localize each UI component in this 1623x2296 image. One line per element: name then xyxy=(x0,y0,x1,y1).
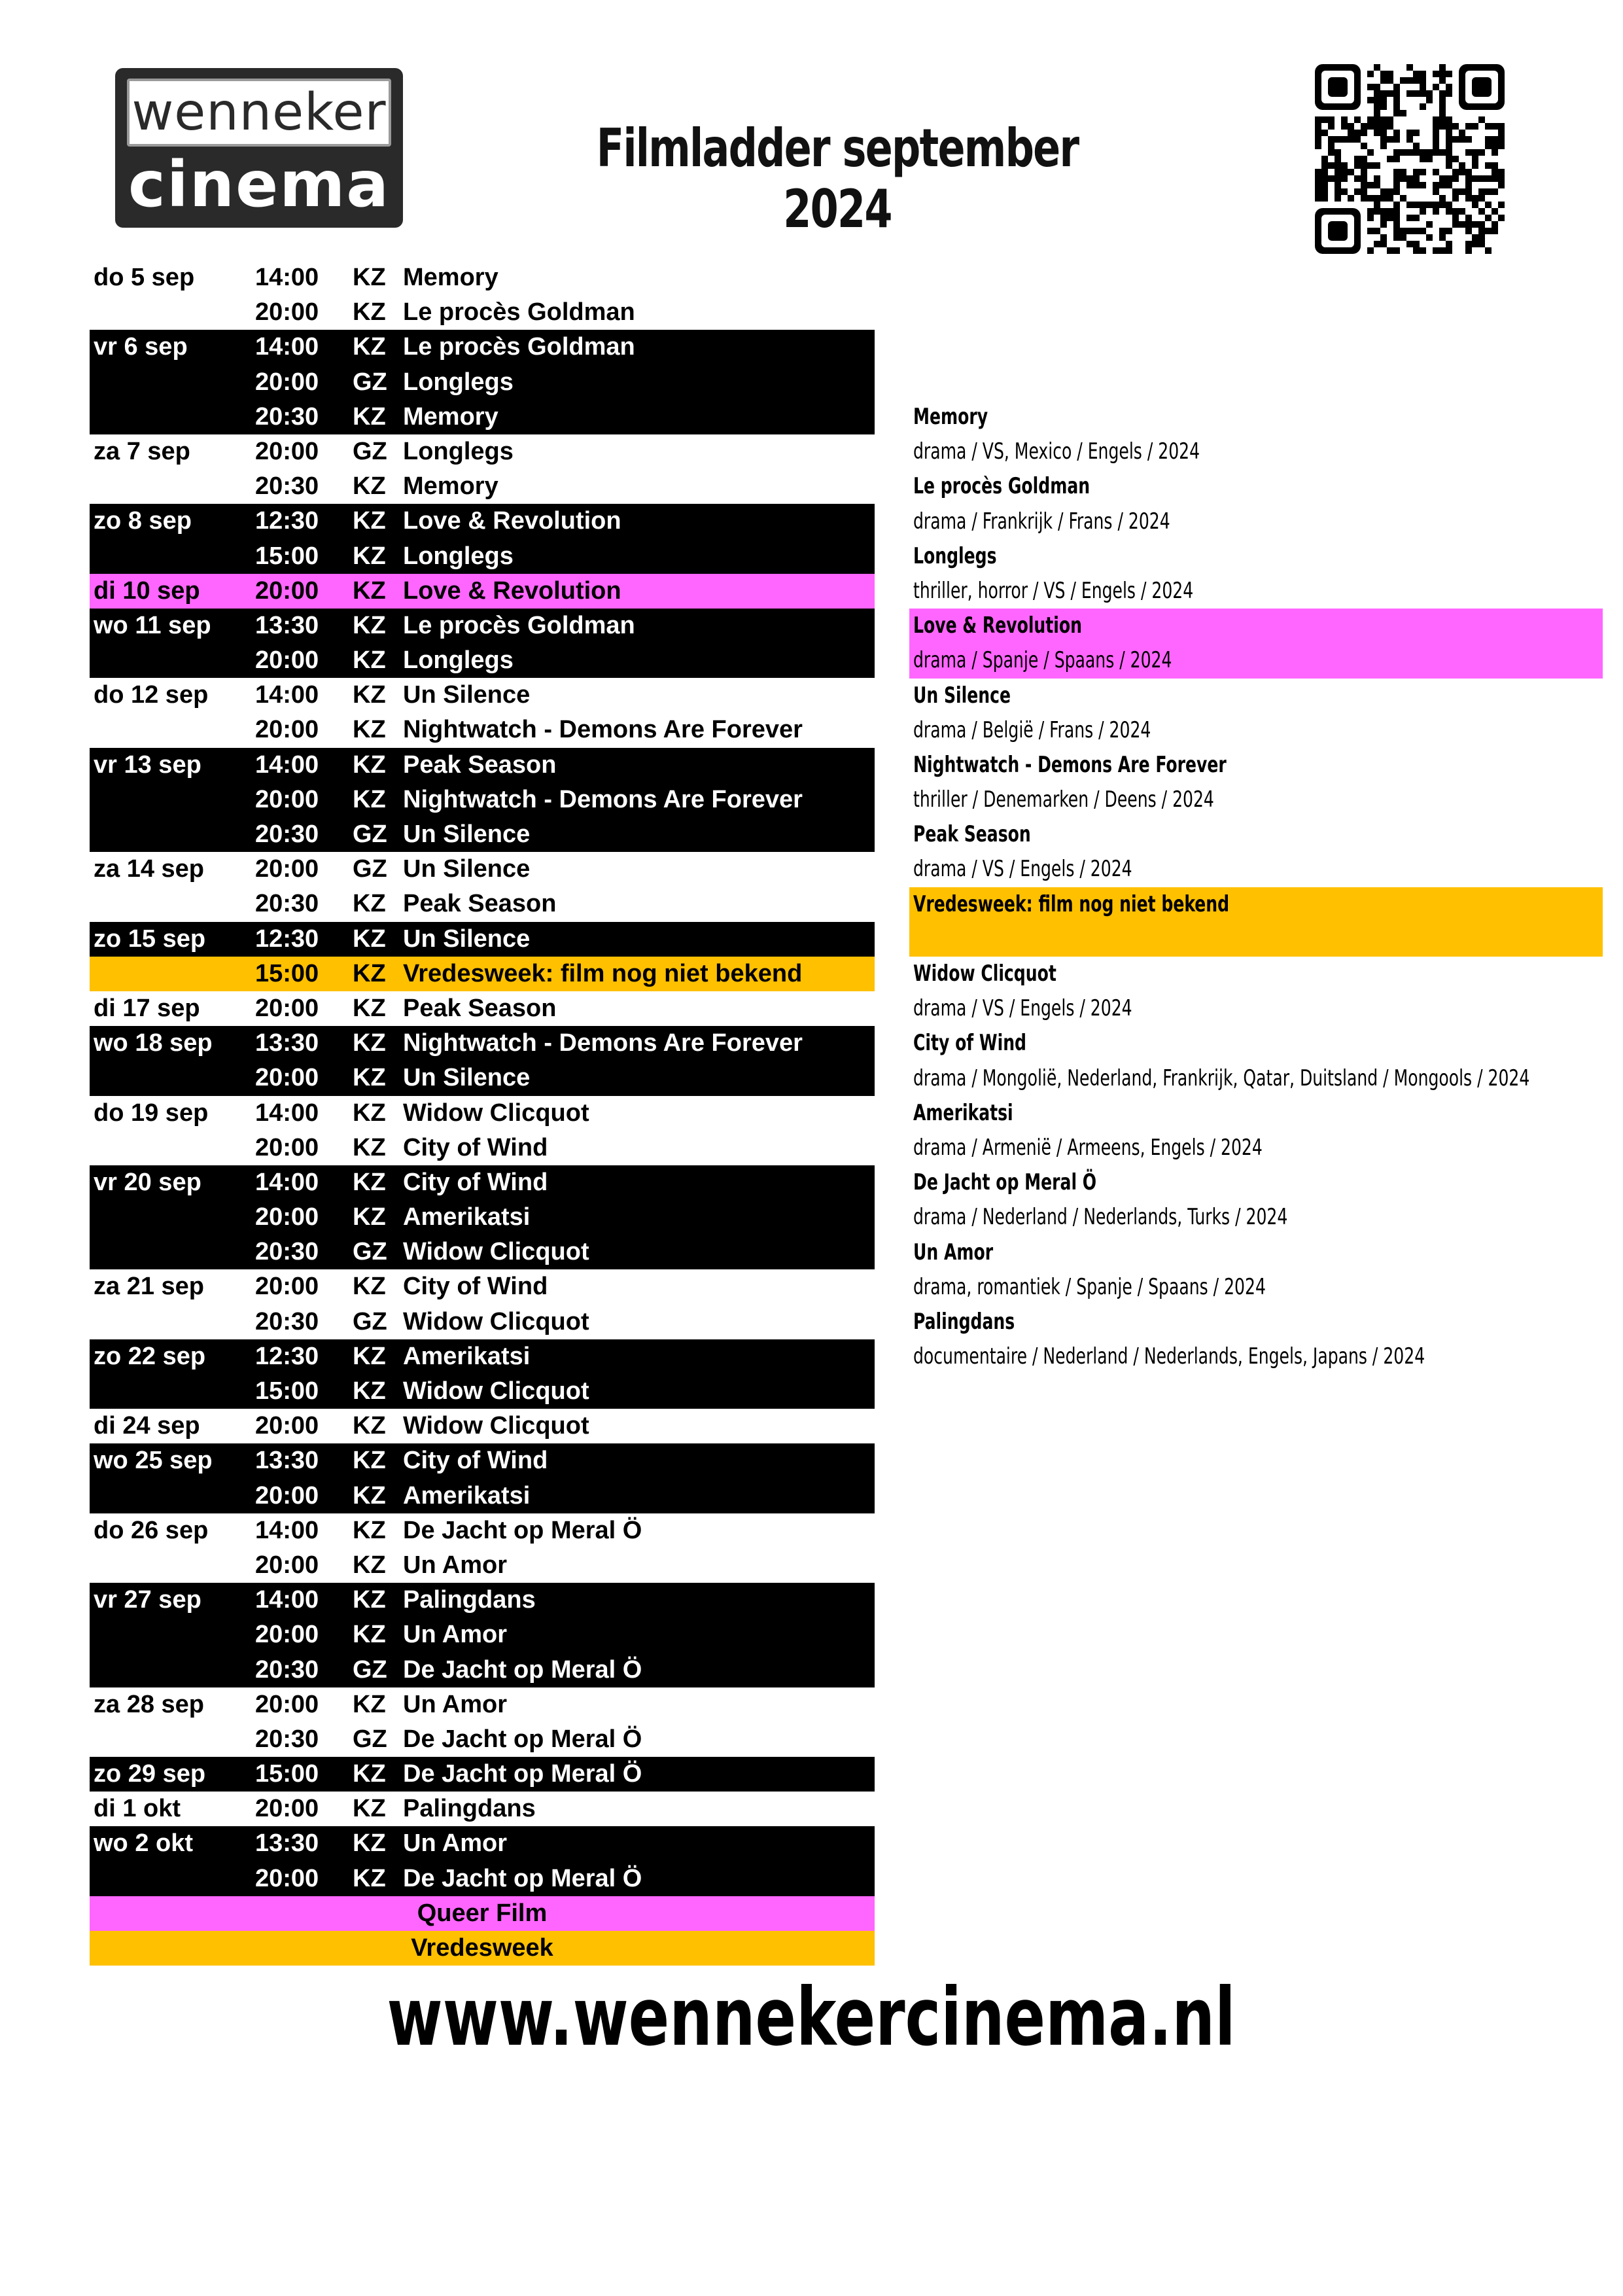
schedule-row xyxy=(90,1165,875,1200)
schedule-time: 12:30 xyxy=(255,507,319,535)
schedule-day: di 24 sep xyxy=(94,1412,200,1440)
schedule-room: KZ xyxy=(353,1795,386,1823)
schedule-room: KZ xyxy=(353,1377,386,1405)
schedule-day: za 7 sep xyxy=(94,437,190,465)
schedule-time: 12:30 xyxy=(255,1342,319,1370)
schedule-time: 20:00 xyxy=(255,1273,319,1301)
schedule-time: 15:00 xyxy=(255,1377,319,1405)
schedule-day: di 1 okt xyxy=(94,1795,181,1823)
film-name-text: Love & Revolution xyxy=(913,612,1082,639)
schedule-film: De Jacht op Meral Ö xyxy=(403,1864,642,1892)
film-details xyxy=(909,852,1603,887)
schedule-row xyxy=(90,1722,875,1757)
schedule-time: 13:30 xyxy=(255,1829,319,1858)
schedule-room: KZ xyxy=(353,1551,386,1579)
schedule-time: 13:30 xyxy=(255,1029,319,1057)
schedule-time: 20:30 xyxy=(255,890,319,918)
schedule-film: City of Wind xyxy=(403,1273,548,1301)
schedule-film: Un Amor xyxy=(403,1690,508,1718)
schedule-time: 15:00 xyxy=(255,959,319,987)
schedule-time: 20:30 xyxy=(255,402,319,431)
film-name-text: Memory xyxy=(913,404,988,430)
film-details-text: drama, romantiek / Spanje / Spaans / 2024 xyxy=(913,1273,1266,1300)
schedule-time: 14:00 xyxy=(255,1168,319,1196)
schedule-film: Un Silence xyxy=(403,855,531,883)
schedule-film: Peak Season xyxy=(403,994,557,1022)
schedule-row xyxy=(90,1026,875,1061)
schedule-room: KZ xyxy=(353,542,386,570)
schedule-time: 12:30 xyxy=(255,925,319,953)
schedule-room: KZ xyxy=(353,507,386,535)
schedule-film: Palingdans xyxy=(403,1795,536,1823)
schedule-day: do 19 sep xyxy=(94,1099,209,1127)
schedule-row xyxy=(90,1443,875,1478)
schedule-room: KZ xyxy=(353,716,386,744)
schedule-room: KZ xyxy=(353,751,386,779)
schedule-row xyxy=(90,365,875,400)
schedule-day: vr 13 sep xyxy=(94,751,201,779)
schedule-time: 20:00 xyxy=(255,994,319,1022)
schedule-film: Un Silence xyxy=(403,821,531,848)
film-details-text: drama / Armenië / Armeens, Engels / 2024 xyxy=(913,1134,1263,1161)
film-name-text: Un Amor xyxy=(913,1239,994,1265)
schedule-row xyxy=(90,1862,875,1896)
schedule-film: Un Silence xyxy=(403,681,531,709)
schedule-time: 20:00 xyxy=(255,1690,319,1718)
schedule-room: KZ xyxy=(353,298,386,327)
schedule-time: 20:00 xyxy=(255,437,319,465)
schedule-row xyxy=(90,504,875,539)
schedule-time: 20:00 xyxy=(255,855,319,883)
schedule-time: 20:00 xyxy=(255,646,319,675)
schedule-room: KZ xyxy=(353,472,386,501)
schedule-time: 20:00 xyxy=(255,1551,319,1579)
schedule-film: Le procès Goldman xyxy=(403,611,635,639)
schedule-row xyxy=(90,1548,875,1583)
film-name xyxy=(909,469,1603,504)
schedule-row xyxy=(90,1235,875,1269)
schedule-row xyxy=(90,609,875,643)
schedule-row xyxy=(90,991,875,1026)
schedule-time: 20:30 xyxy=(255,821,319,848)
schedule-room: KZ xyxy=(353,1342,386,1370)
schedule-room: KZ xyxy=(353,1099,386,1127)
schedule-room: KZ xyxy=(353,1168,386,1196)
film-details xyxy=(909,713,1603,748)
schedule-film: Peak Season xyxy=(403,751,557,779)
schedule-time: 20:30 xyxy=(255,1725,319,1753)
schedule-film: Le procès Goldman xyxy=(403,298,635,327)
schedule-row xyxy=(90,643,875,678)
schedule-time: 20:00 xyxy=(255,1795,319,1823)
schedule-table xyxy=(90,260,875,1966)
schedule-film: Longlegs xyxy=(403,368,514,396)
schedule-row xyxy=(90,1131,875,1165)
film-name xyxy=(909,1165,1603,1200)
film-name xyxy=(909,679,1603,713)
schedule-film: Love & Revolution xyxy=(403,507,621,535)
schedule-film: Memory xyxy=(403,264,498,291)
schedule-time: 20:00 xyxy=(255,1412,319,1440)
schedule-day: wo 25 sep xyxy=(94,1447,213,1475)
schedule-row xyxy=(90,957,875,991)
schedule-room: KZ xyxy=(353,1064,386,1092)
qr-code-icon[interactable] xyxy=(1315,64,1505,254)
film-name-text: Amerikatsi xyxy=(913,1099,1013,1126)
schedule-room: GZ xyxy=(353,1238,387,1266)
schedule-room: KZ xyxy=(353,1690,386,1718)
schedule-film: Un Amor xyxy=(403,1621,508,1649)
film-details xyxy=(909,783,1603,817)
logo-wordmark-bottom: cinema xyxy=(128,148,391,221)
schedule-room: KZ xyxy=(353,785,386,813)
schedule-room: KZ xyxy=(353,1412,386,1440)
schedule-day: di 17 sep xyxy=(94,994,200,1022)
film-name xyxy=(909,609,1603,643)
schedule-room: KZ xyxy=(353,1273,386,1301)
schedule-room: KZ xyxy=(353,402,386,431)
schedule-time: 14:00 xyxy=(255,1586,319,1614)
schedule-room: KZ xyxy=(353,681,386,709)
schedule-room: GZ xyxy=(353,1655,387,1684)
schedule-day: zo 22 sep xyxy=(94,1342,206,1370)
schedule-film: Le procès Goldman xyxy=(403,333,635,361)
schedule-room: KZ xyxy=(353,1516,386,1544)
schedule-row xyxy=(90,1374,875,1409)
film-details xyxy=(909,922,1603,957)
film-details-text: drama / VS / Engels / 2024 xyxy=(913,856,1132,883)
schedule-room: GZ xyxy=(353,368,387,396)
schedule-time: 14:00 xyxy=(255,1099,319,1127)
schedule-day: za 21 sep xyxy=(94,1273,204,1301)
schedule-room: KZ xyxy=(353,1133,386,1161)
schedule-room: KZ xyxy=(353,333,386,361)
film-name-text: City of Wind xyxy=(913,1030,1027,1057)
schedule-time: 20:00 xyxy=(255,716,319,744)
schedule-row xyxy=(90,713,875,747)
schedule-film: Longlegs xyxy=(403,646,514,675)
film-name-text: Nightwatch - Demons Are Forever xyxy=(913,751,1227,778)
logo-wordmark-top: wenneker xyxy=(127,79,391,147)
film-details-text: drama / Mongolië, Nederland, Frankrijk, Qatar, Duitsland / Mongools / 2024 xyxy=(913,1065,1530,1091)
schedule-film: City of Wind xyxy=(403,1168,548,1196)
schedule-room: KZ xyxy=(353,646,386,675)
legend-queer-film: Queer Film xyxy=(90,1896,875,1931)
schedule-row xyxy=(90,1269,875,1304)
schedule-room: KZ xyxy=(353,994,386,1022)
schedule-time: 20:30 xyxy=(255,1307,319,1335)
schedule-row xyxy=(90,1792,875,1826)
schedule-film: Memory xyxy=(403,402,498,431)
film-details xyxy=(909,1270,1603,1305)
schedule-row xyxy=(90,330,875,364)
schedule-film: Un Silence xyxy=(403,925,531,953)
schedule-row xyxy=(90,1061,875,1095)
film-details-text: thriller, horror / VS / Engels / 2024 xyxy=(913,577,1194,604)
schedule-film: Memory xyxy=(403,472,498,501)
schedule-time: 20:00 xyxy=(255,1864,319,1892)
schedule-film: Amerikatsi xyxy=(403,1481,531,1510)
schedule-row xyxy=(90,1409,875,1443)
schedule-time: 14:00 xyxy=(255,751,319,779)
schedule-room: KZ xyxy=(353,264,386,291)
film-details-text: drama / Nederland / Nederlands, Turks / 2024 xyxy=(913,1204,1288,1231)
film-details-text: drama / VS, Mexico / Engels / 2024 xyxy=(913,438,1200,465)
schedule-time: 20:00 xyxy=(255,1203,319,1231)
film-details-text: drama / Spanje / Spaans / 2024 xyxy=(913,647,1172,674)
schedule-row xyxy=(90,1200,875,1235)
film-name xyxy=(909,1305,1603,1339)
schedule-day: vr 6 sep xyxy=(94,333,188,361)
schedule-day: za 14 sep xyxy=(94,855,204,883)
film-name xyxy=(909,887,1603,922)
schedule-film: Widow Clicquot xyxy=(403,1412,589,1440)
schedule-film: Palingdans xyxy=(403,1586,536,1614)
film-name-text: Un Silence xyxy=(913,682,1011,709)
schedule-time: 14:00 xyxy=(255,681,319,709)
schedule-room: KZ xyxy=(353,925,386,953)
schedule-row xyxy=(90,539,875,574)
schedule-film: Widow Clicquot xyxy=(403,1307,589,1335)
schedule-room: KZ xyxy=(353,1864,386,1892)
schedule-room: KZ xyxy=(353,1447,386,1475)
film-name xyxy=(909,957,1603,991)
film-details-text: documentaire / Nederland / Nederlands, Engels, Japans / 2024 xyxy=(913,1343,1425,1370)
schedule-film: Widow Clicquot xyxy=(403,1238,589,1266)
schedule-time: 15:00 xyxy=(255,542,319,570)
schedule-film: Amerikatsi xyxy=(403,1203,531,1231)
schedule-film: Nightwatch - Demons Are Forever xyxy=(403,716,803,744)
schedule-film: De Jacht op Meral Ö xyxy=(403,1760,642,1788)
schedule-time: 20:00 xyxy=(255,1064,319,1092)
film-name xyxy=(909,1026,1603,1061)
film-details-text: drama / België / Frans / 2024 xyxy=(913,716,1151,743)
film-details xyxy=(909,1339,1603,1374)
schedule-film: Nightwatch - Demons Are Forever xyxy=(403,785,803,813)
schedule-row xyxy=(90,1305,875,1339)
film-details xyxy=(909,643,1603,678)
schedule-room: GZ xyxy=(353,821,387,848)
legend-vredesweek: Vredesweek xyxy=(90,1931,875,1966)
schedule-row xyxy=(90,469,875,504)
schedule-day: wo 2 okt xyxy=(94,1829,194,1858)
schedule-row xyxy=(90,1826,875,1861)
schedule-time: 20:00 xyxy=(255,785,319,813)
schedule-film: Widow Clicquot xyxy=(403,1099,589,1127)
schedule-room: KZ xyxy=(353,1029,386,1057)
schedule-row xyxy=(90,574,875,609)
schedule-row xyxy=(90,1096,875,1131)
schedule-row xyxy=(90,678,875,713)
schedule-row xyxy=(90,1583,875,1617)
schedule-row xyxy=(90,1339,875,1374)
schedule-time: 13:30 xyxy=(255,1447,319,1475)
schedule-room: KZ xyxy=(353,1586,386,1614)
film-name-text: Vredesweek: film nog niet bekend xyxy=(913,891,1230,917)
schedule-room: GZ xyxy=(353,437,387,465)
website-url[interactable]: www.wennekercinema.nl xyxy=(387,1971,1236,2064)
schedule-day: do 12 sep xyxy=(94,681,209,709)
schedule-day: do 5 sep xyxy=(94,264,195,291)
schedule-time: 20:30 xyxy=(255,1238,319,1266)
schedule-day: wo 18 sep xyxy=(94,1029,213,1057)
schedule-room: KZ xyxy=(353,890,386,918)
film-name-text: Peak Season xyxy=(913,821,1031,848)
schedule-time: 15:00 xyxy=(255,1760,319,1788)
schedule-day: za 28 sep xyxy=(94,1690,204,1718)
schedule-row xyxy=(90,260,875,295)
schedule-day: zo 29 sep xyxy=(94,1760,206,1788)
film-details xyxy=(909,1131,1603,1165)
film-name-text: De Jacht op Meral Ö xyxy=(913,1169,1097,1196)
schedule-time: 20:00 xyxy=(255,1621,319,1649)
schedule-room: KZ xyxy=(353,576,386,605)
schedule-time: 13:30 xyxy=(255,611,319,639)
schedule-row xyxy=(90,434,875,469)
film-details xyxy=(909,504,1603,539)
schedule-film: Longlegs xyxy=(403,542,514,570)
schedule-time: 14:00 xyxy=(255,1516,319,1544)
schedule-day: do 26 sep xyxy=(94,1516,209,1544)
schedule-row xyxy=(90,1479,875,1513)
schedule-room: KZ xyxy=(353,1203,386,1231)
schedule-row xyxy=(90,817,875,852)
schedule-time: 20:30 xyxy=(255,1655,319,1684)
film-details xyxy=(909,434,1603,469)
schedule-time: 20:30 xyxy=(255,472,319,501)
film-name xyxy=(909,400,1603,434)
schedule-row xyxy=(90,1653,875,1687)
film-name-text: Widow Clicquot xyxy=(913,961,1056,987)
film-info-list xyxy=(909,400,1603,1374)
schedule-film: De Jacht op Meral Ö xyxy=(403,1655,642,1684)
film-name xyxy=(909,748,1603,783)
schedule-film: Vredesweek: film nog niet bekend xyxy=(403,959,803,987)
schedule-film: Love & Revolution xyxy=(403,576,621,605)
schedule-film: Un Amor xyxy=(403,1829,508,1858)
schedule-film: Peak Season xyxy=(403,890,557,918)
film-details xyxy=(909,991,1603,1026)
film-name xyxy=(909,539,1603,574)
schedule-time: 20:00 xyxy=(255,368,319,396)
film-details-text: thriller / Denemarken / Deens / 2024 xyxy=(913,786,1214,813)
schedule-room: KZ xyxy=(353,611,386,639)
schedule-row xyxy=(90,852,875,887)
film-name-text: Palingdans xyxy=(913,1308,1015,1335)
schedule-row xyxy=(90,783,875,817)
schedule-room: KZ xyxy=(353,1829,386,1858)
schedule-time: 20:00 xyxy=(255,576,319,605)
schedule-film: City of Wind xyxy=(403,1133,548,1161)
wenneker-cinema-logo xyxy=(115,68,403,228)
schedule-room: KZ xyxy=(353,1621,386,1649)
schedule-room: GZ xyxy=(353,1725,387,1753)
schedule-film: Un Silence xyxy=(403,1064,531,1092)
schedule-row xyxy=(90,1617,875,1652)
schedule-film: City of Wind xyxy=(403,1447,548,1475)
film-name xyxy=(909,1235,1603,1270)
schedule-day: vr 27 sep xyxy=(94,1586,201,1614)
film-name xyxy=(909,1096,1603,1131)
schedule-room: KZ xyxy=(353,1760,386,1788)
schedule-room: KZ xyxy=(353,1481,386,1510)
film-details xyxy=(909,1200,1603,1235)
schedule-room: GZ xyxy=(353,855,387,883)
film-name xyxy=(909,817,1603,852)
schedule-film: Nightwatch - Demons Are Forever xyxy=(403,1029,803,1057)
schedule-row xyxy=(90,748,875,783)
film-name-text: Le procès Goldman xyxy=(913,473,1091,500)
schedule-room: GZ xyxy=(353,1307,387,1335)
page-title: Filmladder september 2024 xyxy=(596,118,1079,239)
film-details-text: drama / Frankrijk / Frans / 2024 xyxy=(913,508,1170,535)
schedule-film: Amerikatsi xyxy=(403,1342,531,1370)
schedule-time: 14:00 xyxy=(255,333,319,361)
schedule-row xyxy=(90,887,875,921)
schedule-row xyxy=(90,295,875,330)
schedule-day: di 10 sep xyxy=(94,576,200,605)
film-details-text: drama / VS / Engels / 2024 xyxy=(913,995,1132,1022)
schedule-row xyxy=(90,1757,875,1792)
film-details xyxy=(909,1061,1603,1096)
schedule-row xyxy=(90,922,875,957)
schedule-day: zo 8 sep xyxy=(94,507,192,535)
schedule-film: De Jacht op Meral Ö xyxy=(403,1725,642,1753)
schedule-film: Un Amor xyxy=(403,1551,508,1579)
schedule-time: 20:00 xyxy=(255,1481,319,1510)
schedule-room: KZ xyxy=(353,959,386,987)
schedule-film: Widow Clicquot xyxy=(403,1377,589,1405)
schedule-film: Longlegs xyxy=(403,437,514,465)
film-details xyxy=(909,574,1603,609)
schedule-film: De Jacht op Meral Ö xyxy=(403,1516,642,1544)
schedule-day: vr 20 sep xyxy=(94,1168,201,1196)
schedule-day: wo 11 sep xyxy=(94,611,211,639)
schedule-day: zo 15 sep xyxy=(94,925,206,953)
schedule-row xyxy=(90,400,875,434)
schedule-row xyxy=(90,1513,875,1548)
schedule-time: 14:00 xyxy=(255,264,319,291)
schedule-time: 20:00 xyxy=(255,1133,319,1161)
schedule-row xyxy=(90,1687,875,1722)
film-name-text: Longlegs xyxy=(913,542,997,569)
schedule-time: 20:00 xyxy=(255,298,319,327)
